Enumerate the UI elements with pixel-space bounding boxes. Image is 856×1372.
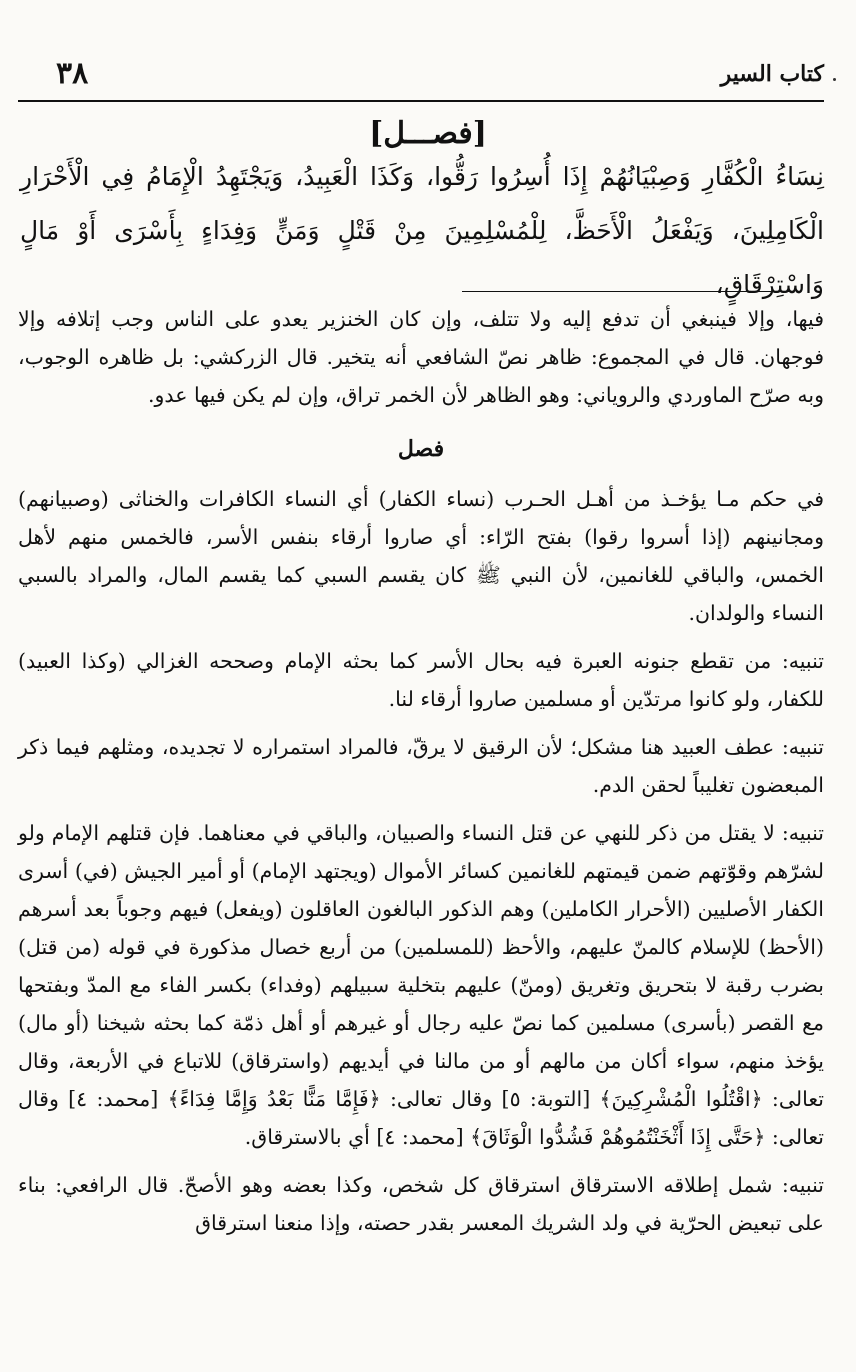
- subsection-heading: فصل: [397, 436, 445, 462]
- commentary-paragraph: في حكم مـا يؤخـذ من أهـل الحـرب (نساء الكفار) أي النساء الكافرات والخناثى (وصبيانهم) ومجانينهم (إذا أسروا رقوا) بفتح الرّاء: أي صاروا أرقاء بنفس الأسر، فالخمس منهم لأهل الخمس، والباقي للغانمين، لأن النبي ﷺ كان يقسم السبي كما يقسم المال، والمراد بالسبي النساء والولدان.: [18, 487, 824, 625]
- commentary-text: [18, 300, 824, 1252]
- book-title: كتاب السير: [720, 61, 824, 87]
- separator-rule: [462, 291, 792, 292]
- commentary-paragraph: فيها، وإلا فينبغي أن تدفع إليه ولا تتلف، وإن كان الخنزير يعدو على الناس وجب إتلافه وإلا فوجهان. قال في المجموع: ظاهر نصّ الشافعي أنه يتخير. قال الزركشي: بل ظاهره الوجوب، وبه صرّح الماوردي والروياني: وهو الظاهر لأن الخمر تراق، وإن لم يكن فيها عدو.: [18, 307, 824, 407]
- commentary-paragraph: تنبيه: عطف العبيد هنا مشكل؛ لأن الرقيق لا يرقّ، فالمراد استمراره لا تجديده، ومثلهم فيما ذكر المبعضون تغليباً لحقن الدم.: [18, 735, 824, 797]
- commentary-paragraph: تنبيه: شمل إطلاقه الاسترقاق استرقاق كل شخص، وكذا بعضه وهو الأصحّ. قال الرافعي: بناء على تبعيض الحرّية في ولد الشريك المعسر بقدر حصته، وإذا منعنا استرقاق: [18, 1173, 824, 1235]
- scan-speck: [833, 78, 836, 81]
- commentary-paragraph: تنبيه: لا يقتل من ذكر للنهي عن قتل النساء والصبيان، والباقي في معناهما. فإن قتلهم الإمام ولو لشرّهم وقوّتهم ضمن قيمتهم للغانمين كسائر الأموال (ويجتهد الإمام) أو أمير الجيش (في) أسرى الكفار الأصليين (الأحرار الكاملين) وهم الذكور البالغون العاقلون (ويفعل) فيهم وجوباً بعد أسرهم (الأحظ) للإسلام كالمنّ عليهم، والأحظ (للمسلمين) من أربع خصال مذكورة في قوله (من قتل) بضرب رقبة لا بتحريق وتغريق (ومنّ) عليهم بتخلية سبيلهم (وفداء) بكسر الفاء مع المدّ وبفتحها مع القصر (بأسرى) مسلمين كما نصّ عليه رجال أو غيرهم أو أهل ذمّة كما بحثه شيخنا (أو مال) يؤخذ منهم، سواء أكان من مالهم أو من مالنا في أيديهم (واسترقاق) للاتباع في الأربعة، وقال تعالى: ﴿اقْتُلُوا الْمُشْرِكِينَ﴾ [التوبة: ٥] وقال تعالى: ﴿فَإِمَّا مَنًّا بَعْدُ وَإِمَّا فِدَاءً﴾ [محمد: ٤] وقال تعالى: ﴿حَتَّى إِذَا أَثْخَنْتُمُوهُمْ فَشُدُّوا الْوَثَاقَ﴾ [محمد: ٤] أي بالاسترقاق.: [18, 821, 825, 1149]
- page-number: ٣٨: [56, 56, 89, 91]
- running-header: [18, 54, 824, 102]
- section-heading: [فصـــل]: [369, 116, 487, 151]
- matn-text: نِسَاءُ الْكُفَّارِ وَصِبْيَانُهُمْ إِذَا أُسِرُوا رَقُّوا، وَكَذَا الْعَبِيدُ، وَيَجْتَهِدُ الْإِمَامُ فِي الْأَحْرَارِ الْكَامِلِينَ، وَيَفْعَلُ الْأَحَظَّ، لِلْمُسْلِمِينَ مِنْ قَتْلٍ وَمَنٍّ وَفِدَاءٍ بِأَسْرَى أَوْ مَالٍ وَاسْتِرْقَاقٍ،: [20, 162, 824, 299]
- commentary-paragraph: تنبيه: من تقطع جنونه العبرة فيه بحال الأسر كما بحثه الإمام وصححه الغزالي (وكذا العبيد) للكفار، ولو كانوا مرتدّين أو مسلمين صاروا أرقاء لنا.: [18, 649, 824, 711]
